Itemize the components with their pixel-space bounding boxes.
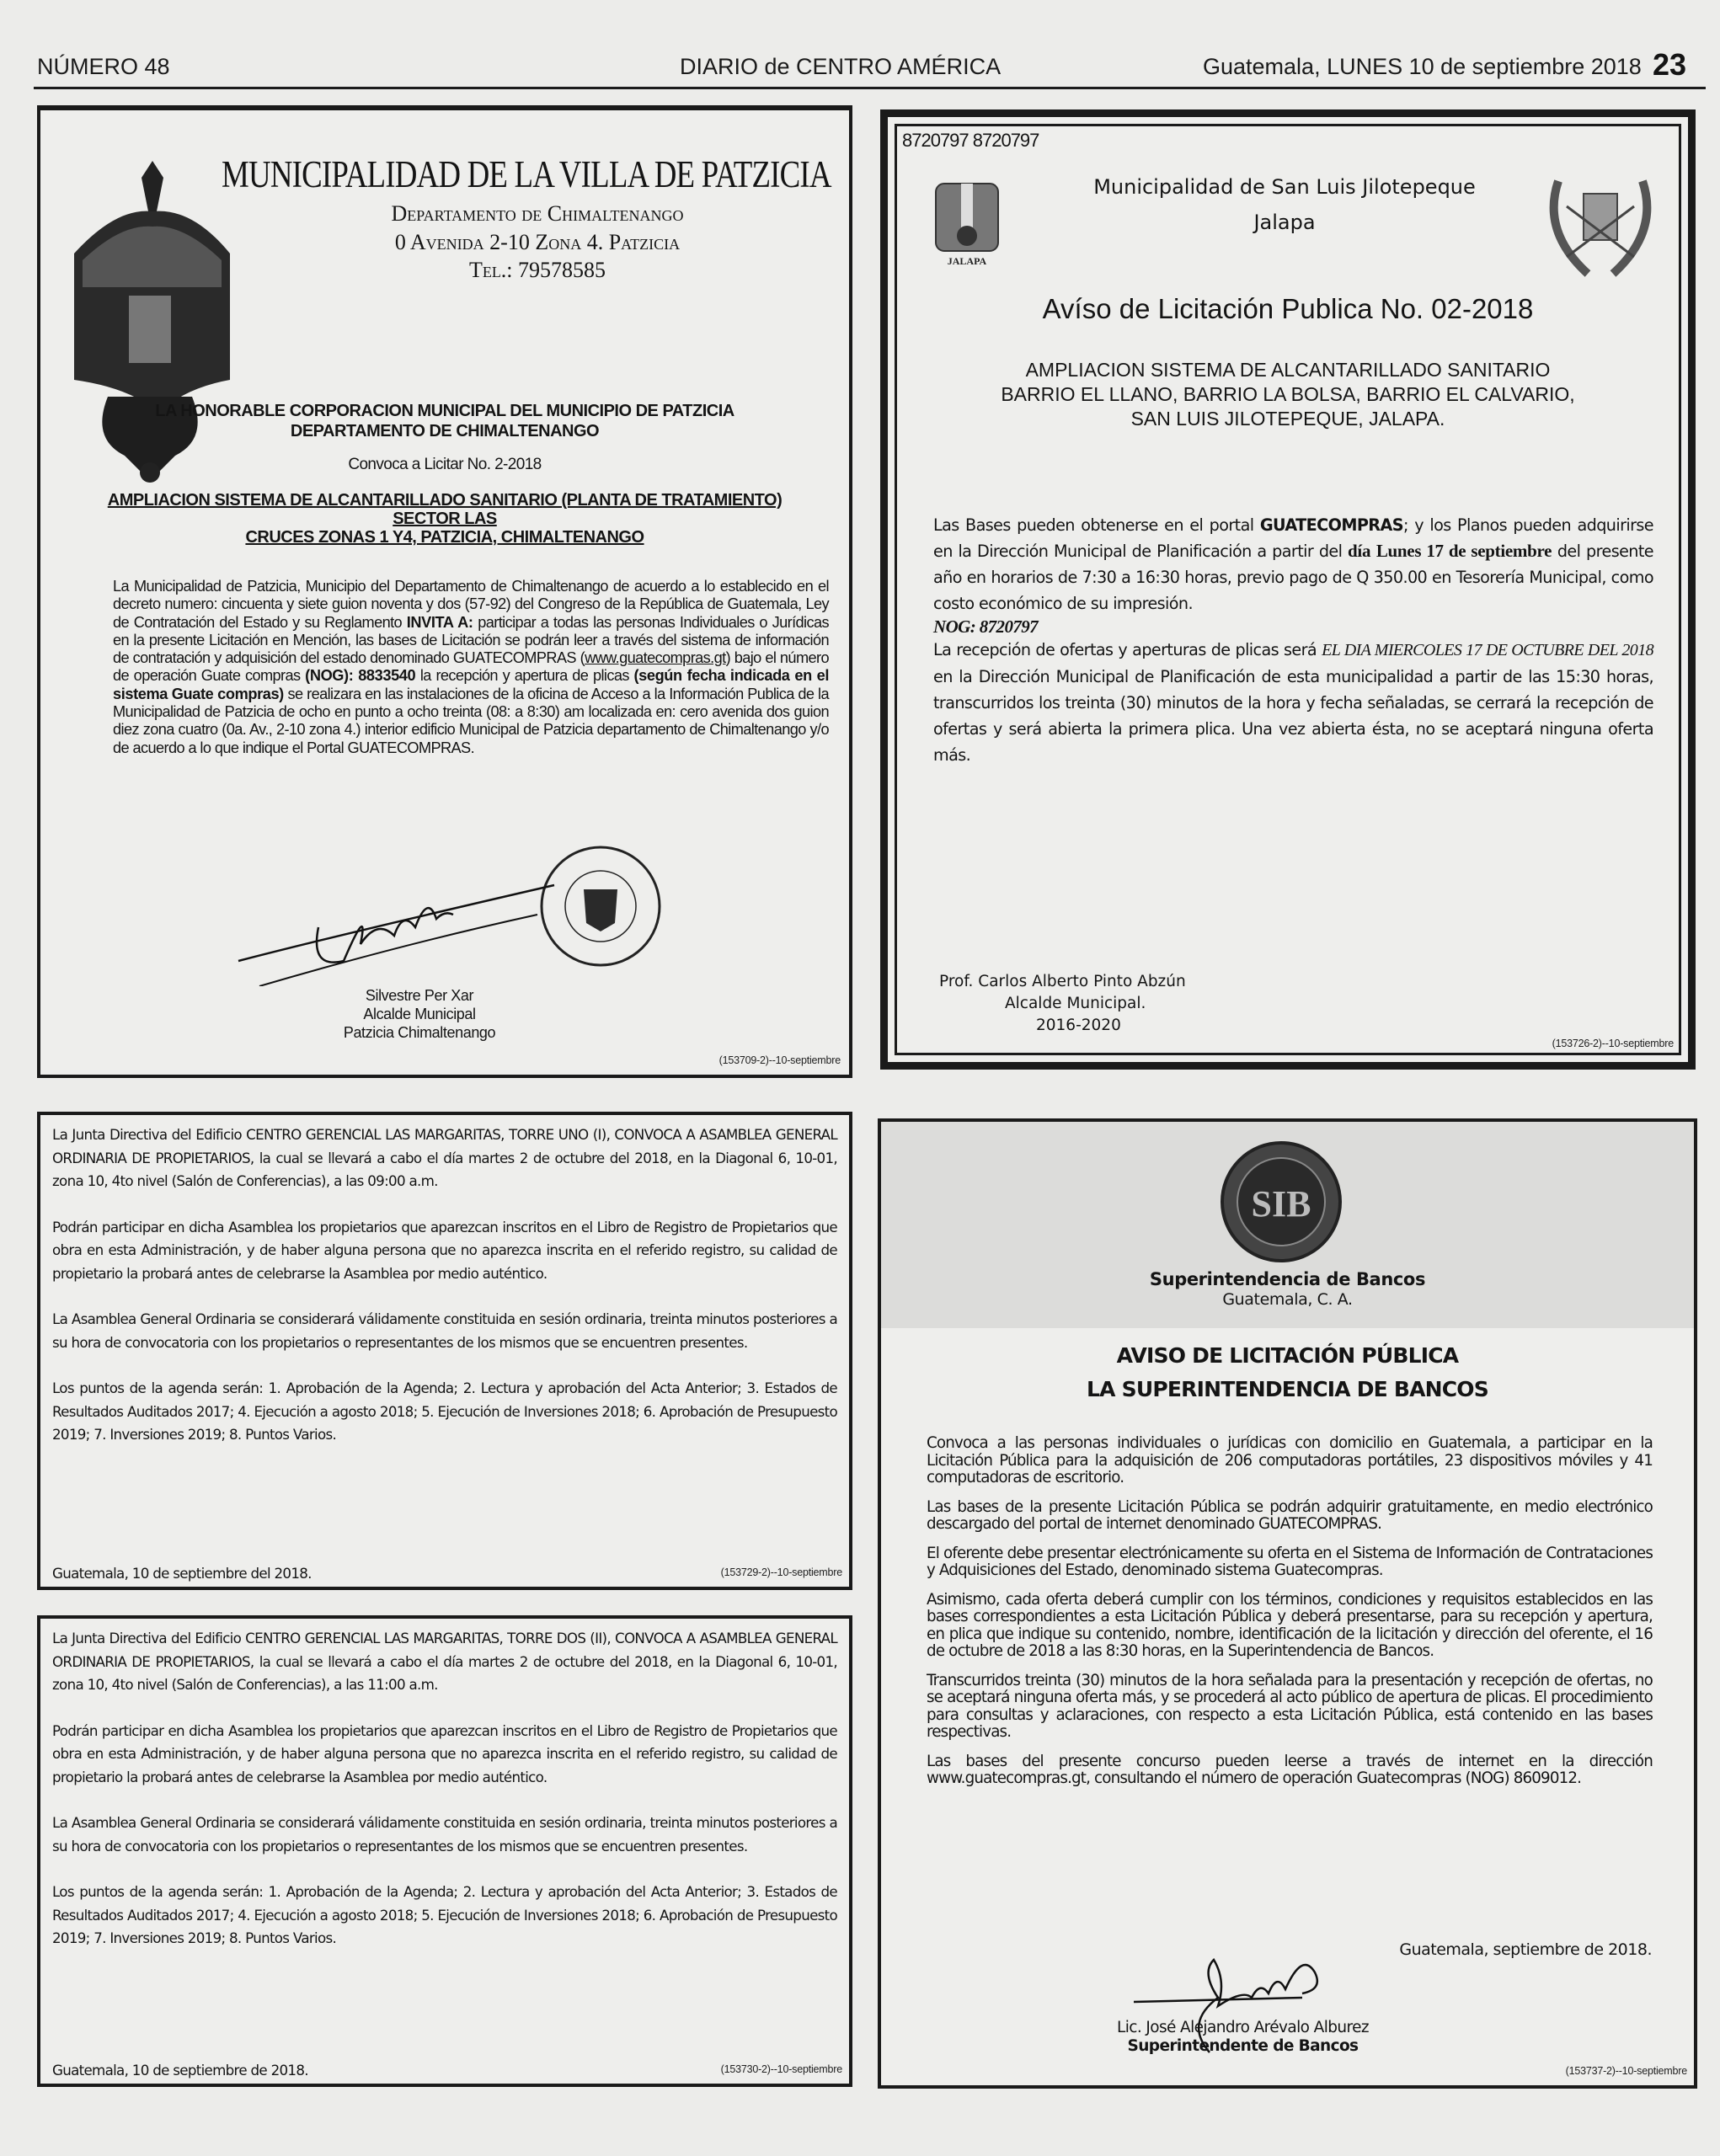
torre-uno-para: La Junta Directiva del Edificio CENTRO GERENCIAL LAS MARGARITAS, TORRE UNO (I), CONVOCA A ASAMBLEA GENERAL ORDINARIA DE PROPIETARIOS, la cual se llevará a cabo el día martes 2 de octubre del 2018, en la Diagonal 6, 10-01, zona 10, 4to nivel (Salón de Conferencias), a las 09:00 a.m. [52, 1126, 837, 1189]
sib-heading-2: LA SUPERINTENDENCIA DE BANCOS [1087, 1377, 1488, 1401]
patzicia-corporation: LA HONORABLE CORPORACION MUNICIPAL DEL MUNICIPIO DE PATZICIA [155, 402, 734, 420]
san-luis-signer-term: 2016-2020 [1036, 1017, 1121, 1034]
sib-heading-1: AVISO DE LICITACIÓN PÚBLICA [1116, 1343, 1459, 1368]
san-luis-para-1: Las Bases pueden obtenerse en el portal GUATECOMPRAS; y los Planos pueden adquirirse en la Dirección Municipal de Planificación a partir del día Lunes 17 de septiembre del presente año en horarios de 7:30 a 16:30 horas, previo pago de Q 350.00 en Tesorería Municipal, como costo económico de su impresión. [933, 515, 1653, 613]
patzicia-crest-icon [57, 161, 247, 498]
torre-uno-ref: (153729-2)--10-septiembre [720, 1566, 842, 1578]
patzicia-phone: Tel.: 79578585 [468, 258, 606, 282]
sib-para: Convoca a las personas individuales o jurídicas con domicilio en Guatemala, a participar en la Licitación Pública para la adquisición de 206 computadoras portátiles, 23 dispositivos móviles y 41 computadoras de escritorio. [927, 1434, 1653, 1486]
san-luis-department: Jalapa [1253, 211, 1316, 234]
san-luis-body [933, 512, 1653, 768]
san-luis-project-line: SAN LUIS JILOTEPEQUE, JALAPA. [1130, 408, 1445, 430]
patzicia-call: Convoca a Licitar No. 2-2018 [348, 456, 542, 473]
newspaper-name: DIARIO de CENTRO AMÉRICA [680, 54, 1002, 79]
san-luis-project-line: AMPLIACION SISTEMA DE ALCANTARILLADO SANITARIO [1025, 359, 1551, 381]
svg-text:JALAPA: JALAPA [947, 255, 987, 267]
sib-para: Transcurridos treinta (30) minutos de la hora señalada para la presentación y recepción de ofertas, no se aceptará ninguna oferta más, y se procederá al acto público de apertura de plicas. El procedimiento para consultas y aclaraciones, con respecto a esta Licitación Pública, está contenido en las bases respectivas. [927, 1671, 1653, 1741]
san-luis-nog: NOG: 8720797 [933, 616, 1039, 637]
san-luis-project-line: BARRIO EL LLANO, BARRIO LA BOLSA, BARRIO EL CALVARIO, [1001, 383, 1575, 405]
ad-torre-uno [37, 1112, 852, 1590]
san-luis-logo-icon [921, 158, 1013, 268]
san-luis-para-2: La recepción de ofertas y aperturas de plicas será EL DIA MIERCOLES 17 DE OCTUBRE DEL 2018 en la Dirección Municipal de Planificación de esta municipalidad a partir de las 15:30 horas, transcurridos los treinta (30) minutos de la hora y fecha señaladas, se cerrará la recepción de ofertas y será abierta la primera plica. Una vez abierta ésta, no se aceptará ninguna oferta más. [933, 640, 1653, 765]
patzicia-address: 0 Avenida 2-10 Zona 4. Patzicia [394, 230, 681, 254]
torre-dos-date: Guatemala, 10 de septiembre de 2018. [52, 2062, 308, 2079]
patzicia-department: Departamento de Chimaltenango [391, 201, 684, 226]
patzicia-signer-place: Patzicia Chimaltenango [343, 1024, 496, 1041]
sib-location: Guatemala, C. A. [1222, 1290, 1353, 1309]
guatemala-coat-of-arms-icon [1537, 164, 1664, 282]
ad-patzicia [37, 105, 852, 1078]
torre-uno-para: Podrán participar en dicha Asamblea los propietarios que aparezcan inscritos en el Libro de Registro de Propietarios que obra en esta Administración, y de haber alguna persona que no aparezca inscrita en el referido registro, su calidad de propietario la probará antes de celebrarse la Asamblea por medio auténtico. [52, 1218, 837, 1282]
patzicia-project-line3: CRUCES ZONAS 1 Y4, PATZICIA, CHIMALTENANGO [245, 528, 644, 547]
torre-dos-para: La Junta Directiva del Edificio CENTRO GERENCIAL LAS MARGARITAS, TORRE DOS (II), CONVOCA A ASAMBLEA GENERAL ORDINARIA DE PROPIETARIOS, la cual se llevará a cabo el día martes 2 de octubre del 2018, en la Diagonal 6, 10-01, zona 10, 4to nivel (Salón de Conferencias), a las 11:00 a.m. [52, 1630, 837, 1693]
sib-org-name: Superintendencia de Bancos [1149, 1269, 1426, 1289]
sib-seal-icon [1218, 1139, 1344, 1265]
patzicia-project-line1: AMPLIACION SISTEMA DE ALCANTARILLADO SANITARIO (PLANTA DE TRATAMIENTO) [107, 491, 783, 510]
issue-date: Guatemala, LUNES 10 de septiembre 2018 [1203, 54, 1642, 79]
torre-dos-agenda: Los puntos de la agenda serán: 1. Aprobación de la Agenda; 2. Lectura y aprobación del Acta Anterior; 3. Estados de Resultados Auditados 2017; 4. Ejecución a agosto 2018; 5. Ejecución de Inversiones 2018; 6. Aprobación de Presupuesto 2019; 7. Inversiones 2019; 8. Puntos Varios. [52, 1883, 837, 1946]
patzicia-signer-title: Alcalde Municipal [363, 1006, 476, 1022]
issue-number: NÚMERO 48 [37, 54, 170, 79]
san-luis-signer-title: Alcalde Municipal. [1005, 995, 1146, 1012]
torre-dos-ref: (153730-2)--10-septiembre [720, 2063, 842, 2075]
guatecompras-link[interactable]: www.guatecompras.gt [585, 649, 726, 667]
header-rule [34, 87, 1706, 89]
sib-para: Las bases del presente concurso pueden leerse a través de internet en la dirección www.guatecompras.gt, consultando el número de operación Guatecompras (NOG) 8609012. [927, 1752, 1653, 1787]
san-luis-signer-name: Prof. Carlos Alberto Pinto Abzún [939, 973, 1186, 990]
sib-para: El oferente debe presentar electrónicamente su oferta en el Sistema de Información de Contrataciones y Adquisiciones del Estado, denominado sistema Guatecompras. [927, 1544, 1653, 1579]
patzicia-project-line2: SECTOR LAS [393, 510, 497, 528]
sib-para: Asimismo, cada oferta deberá cumplir con los términos, condiciones y requisitos establecidos en las bases correspondientes a esta Licitación Pública y deberá presentarse, para su recepción y apertura, en plica que indique su contenido, nombre, identificación de la licitación y dirección del oferente, el 16 de octubre de 2018 a las 8:30 horas, en la Superintendencia de Bancos. [927, 1590, 1653, 1660]
sib-ref: (153737-2)--10-septiembre [1565, 2065, 1687, 2077]
torre-dos-para: La Asamblea General Ordinaria se considerará válidamente constituida en sesión ordinaria, treinta minutos posteriores a su hora de convocatoria con los propietarios o representantes de los mismos que se encuentren presentes. [52, 1814, 837, 1854]
patzicia-title: MUNICIPALIDAD DE LA VILLA DE PATZICIA [222, 153, 831, 195]
san-luis-ref: (153726-2)--10-septiembre [1552, 1038, 1674, 1049]
sib-signer-name: Lic. José Alejandro Arévalo Alburez [1117, 2019, 1369, 2036]
patzicia-ref: (153709-2)--10-septiembre [718, 1054, 841, 1066]
patzicia-signer-name: Silvestre Per Xar [365, 987, 474, 1004]
torre-uno-para: La Asamblea General Ordinaria se considerará válidamente constituida en sesión ordinaria, treinta minutos posteriores a su hora de convocatoria con los propietarios o representantes de los mismos que se encuentren presentes. [52, 1310, 837, 1351]
sib-place-date: Guatemala, septiembre de 2018. [1399, 1940, 1652, 1959]
patzicia-corporation-dept: DEPARTAMENTO DE CHIMALTENANGO [290, 422, 600, 440]
patzicia-signature-icon [234, 868, 588, 986]
san-luis-municipality: Municipalidad de San Luis Jilotepeque [1093, 175, 1476, 199]
ad-san-luis [880, 109, 1696, 1070]
san-luis-aviso-title: Avíso de Licitación Publica No. 02-2018 [1042, 293, 1534, 324]
sib-signer-title: Superintendente de Bancos [1127, 2037, 1359, 2055]
ad-torre-dos [37, 1615, 852, 2087]
san-luis-codes: 8720797 8720797 [902, 130, 1039, 151]
sib-para: Las bases de la presente Licitación Pública se podrán adquirir gratuitamente, en medio electrónico descargado del portal de internet denominado GUATECOMPRAS. [927, 1497, 1653, 1533]
torre-uno-date: Guatemala, 10 de septiembre del 2018. [52, 1565, 312, 1582]
svg-text:SIB: SIB [1251, 1183, 1311, 1225]
patzicia-body: La Municipalidad de Patzicia, Municipio del Departamento de Chimaltenango de acuerdo a lo establecido en el decreto numero: cincuenta y siete guion noventa y dos (57-92) del Congreso de la República de Guatemala, Ley de Contratación del Estado y su Reglamento INVITA A: participar a todas las personas Individuales o Jurídicas en la presente Licitación en Mención, las bases de Licitación se podrán leer a través del sistema de información de contratación y adquisición del estado denominado GUATECOMPRAS (www.guatecompras.gt) bajo el número de operación Guate compras (NOG): 8833540 la recepción y apertura de plicas (según fecha indicada en el sistema Guate compras) se realizara en las instalaciones de la oficina de Acceso a la Información Publica de la Municipalidad de Patzicia de ocho en punto a ocho treinta (08: a 8:30) am localizada en: cero avenida dos guion diez zona cuatro (0a. Av., 2-10 zona 4.) interior edificio Municipal de Patzicia departamento de Chimaltenango y/o de acuerdo a lo que indique el Portal GUATECOMPRAS. [113, 578, 829, 756]
torre-uno-agenda: Los puntos de la agenda serán: 1. Aprobación de la Agenda; 2. Lectura y aprobación del Acta Anterior; 3. Estados de Resultados Auditados 2017; 4. Ejecución a agosto 2018; 5. Ejecución de Inversiones 2018; 6. Aprobación de Presupuesto 2019; 7. Inversiones 2019; 8. Puntos Varios. [52, 1380, 837, 1443]
torre-dos-para: Podrán participar en dicha Asamblea los propietarios que aparezcan inscritos en el Libro de Registro de Propietarios que obra en esta Administración, y de haber alguna persona que no aparezca inscrita en el referido registro, su calidad de propietario la probará antes de celebrarse la Asamblea por medio auténtico. [52, 1721, 837, 1785]
ad-superintendencia-bancos [878, 1118, 1697, 2089]
page-number: 23 [1653, 47, 1687, 82]
